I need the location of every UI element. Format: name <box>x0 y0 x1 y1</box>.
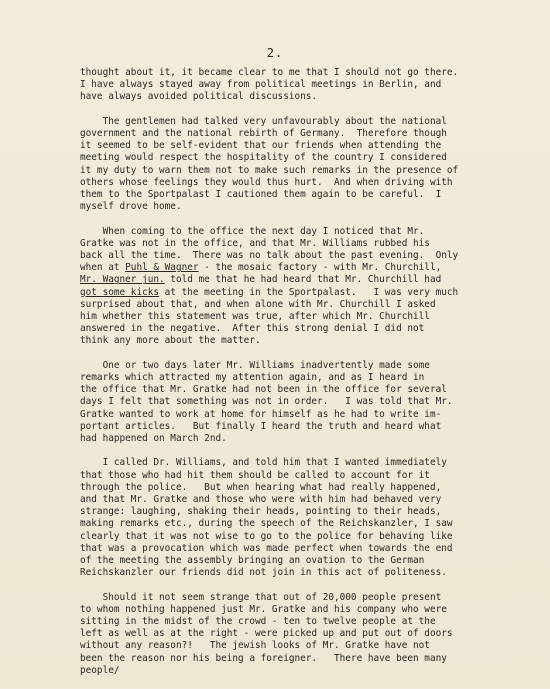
paragraph <box>80 360 532 445</box>
text-line: it seemed to be self-evident that our friends when attending the <box>80 140 442 152</box>
text-line: days I felt that something was not in order. I was told that Mr. <box>80 396 453 408</box>
text-line: when at Puhl & Wagner - the mosaic factory - with Mr. Churchill, <box>80 262 442 274</box>
text-line: I have always stayed away from political meetings in Berlin, and <box>80 79 442 91</box>
text-line: myself drove home. <box>80 201 182 213</box>
letter-body <box>80 67 532 689</box>
text-line: them to the Sportpalast I cautioned them again to be careful. I <box>80 189 442 201</box>
text-line: answered in the negative. After this strong denial I did not <box>80 323 425 335</box>
text-line: When coming to the office the next day I noticed that Mr. <box>80 225 425 237</box>
text-line: it my duty to warn them not to make such remarks in the presence of <box>80 164 459 176</box>
underlined-phrase: Puhl & Wagner <box>125 262 199 274</box>
text-line: back all the time. There was no talk about the past evening. Only <box>80 250 459 262</box>
text-line: The gentlemen had talked very unfavourably about the national <box>80 115 447 127</box>
text-line: him whether this statement was true, after which Mr. Churchill <box>80 311 430 323</box>
text-line: thought about it, it became clear to me that I should not go there. <box>80 67 459 78</box>
text-line: portant articles. But finally I heard the truth and heard what <box>80 420 442 432</box>
text-line: remarks which attracted my attention again, and as I heard in <box>80 372 425 384</box>
text-line: One or two days later Mr. Williams inadvertently made some <box>80 359 430 371</box>
paragraph <box>80 67 532 104</box>
text-line: strange: laughing, shaking their heads, pointing to their heads, <box>80 506 442 518</box>
text-line: I called Dr. Williams, and told him that I wanted immediately <box>80 457 447 469</box>
text-line: got some kicks at the meeting in the Sportpalast. I was very much <box>80 286 459 298</box>
text-line: Gratke wanted to work at home for himself as he had to write im- <box>80 408 442 420</box>
text-line: the office that Mr. Gratke had not been in the office for several <box>80 384 447 396</box>
text-line: of the meeting the assembly bringing an ovation to the German <box>80 555 425 567</box>
text-line: through the police. But when hearing what had really happened, <box>80 481 442 493</box>
text-line: making remarks etc., during the speech of the Reichskanzler, I saw <box>80 518 453 530</box>
text-line: others whose feelings they would thus hurt. And when driving with <box>80 176 453 188</box>
text-line: Gratke was not in the office, and that Mr. Williams rubbed his <box>80 237 430 249</box>
text-line: to whom nothing happened just Mr. Gratke and his company who were <box>80 603 447 615</box>
text-line: Mr. Wagner jun. told me that he had heard that Mr. Churchill had <box>80 274 442 286</box>
text-line: that was a provocation which was made perfect when towards the end <box>80 542 453 554</box>
underlined-phrase: got some kicks <box>80 286 160 298</box>
paragraph <box>80 116 532 214</box>
text-line: surprised about that, and when alone with Mr. Churchill I asked <box>80 298 436 310</box>
text-line: people/ <box>80 664 120 676</box>
text-line: and that Mr. Gratke and those who were with him had behaved very <box>80 494 442 506</box>
paragraph <box>80 457 532 579</box>
underlined-phrase: Mr. Wagner jun. <box>80 274 165 286</box>
text-line: that those who had hit them should be called to account for it <box>80 469 430 481</box>
text-line: think any more about the matter. <box>80 335 261 347</box>
text-line: sitting in the midst of the crowd - ten to twelve people at the <box>80 616 436 628</box>
text-line: government and the national rebirth of Germany. Therefore though <box>80 128 447 139</box>
paragraph <box>80 592 532 677</box>
text-line: without any reason?! The jewish looks of Mr. Gratke have not <box>80 640 430 652</box>
paragraph <box>80 226 532 348</box>
text-line: been the reason nor his being a foreigner. There have been many <box>80 652 447 664</box>
text-line: left as well as at the right - were picked up and put out of doors <box>80 628 453 640</box>
page-number: 2. <box>266 46 284 60</box>
text-line: have always avoided political discussions. <box>80 91 318 103</box>
text-line: Reichskanzler our friends did not join in this act of politeness. <box>80 567 447 579</box>
text-line: meeting would respect the hospitality of the country I considered <box>80 152 447 164</box>
text-line: had happened on March 2nd. <box>80 433 227 445</box>
text-line: Should it not seem strange that out of 20,000 people present <box>80 591 442 603</box>
text-line: clearly that it was not wise to go to the police for behaving like <box>80 530 453 542</box>
